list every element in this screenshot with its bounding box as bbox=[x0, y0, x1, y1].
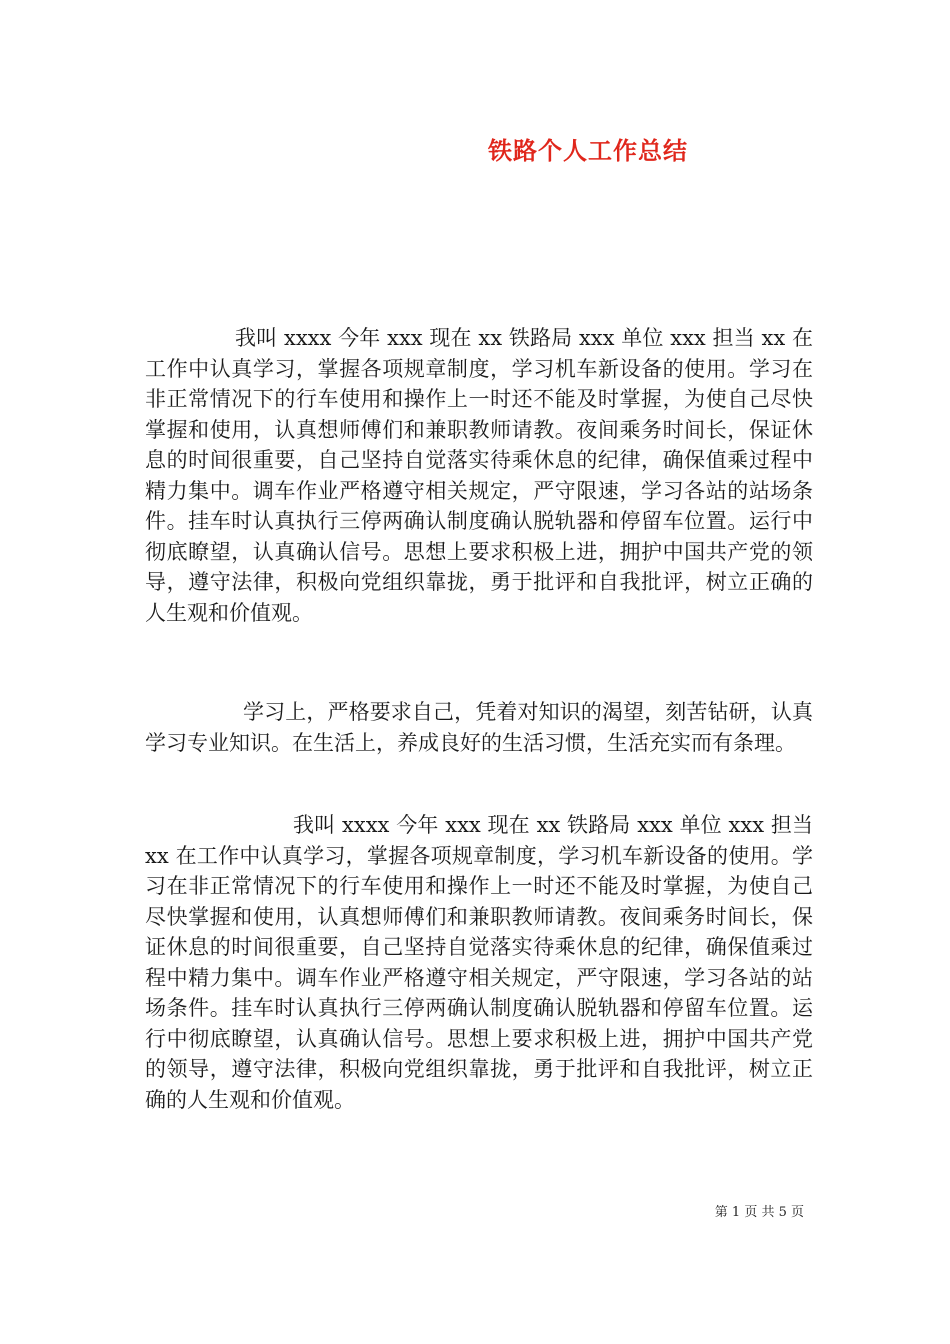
paragraph-3: 我叫 xxxx 今年 xxx 现在 xx 铁路局 xxx 单位 xxx 担当 xx 在工作中认真学习，掌握各项规章制度，学习机车新设备的使用。学习在非正常情况下的行车使用和操作上一时还不能及时掌握，为使自己尽快掌握和使用，认真想师傅们和兼职教师请教。夜间乘务时间长，保证休息的时间很重要，自己坚持自觉落实待乘休息的纪律，确保值乘过程中精力集中。调车作业严格遵守相关规定，严守限速，学习各站的站场条件。挂车时认真执行三停两确认制度确认脱轨器和停留车位置。运行中彻底瞭望，认真确认信号。思想上要求积极上进，拥护中国共产党的领导，遵守法律，积极向党组织靠拢，勇于批评和自我批评，树立正确的人生观和价值观。 bbox=[145, 813, 813, 1112]
paragraph-2: 学习上，严格要求自己，凭着对知识的渴望，刻苦钻研，认真学习专业知识。在生活上，养成良好的生活习惯，生活充实而有条理。 bbox=[145, 700, 813, 755]
page-title: 铁路个人工作总结 bbox=[488, 136, 688, 165]
paragraph-1: 我叫 xxxx 今年 xxx 现在 xx 铁路局 xxx 单位 xxx 担当 xx 在工作中认真学习，掌握各项规章制度，学习机车新设备的使用。学习在非正常情况下的行车使用和操作上一时还不能及时掌握，为使自己尽快掌握和使用，认真想师傅们和兼职教师请教。夜间乘务时间长，保证休息的时间很重要，自己坚持自觉落实待乘休息的纪律，确保值乘过程中精力集中。调车作业严格遵守相关规定，严守限速，学习各站的站场条件。挂车时认真执行三停两确认制度确认脱轨器和停留车位置。运行中彻底瞭望，认真确认信号。思想上要求积极上进，拥护中国共产党的领导，遵守法律，积极向党组织靠拢，勇于批评和自我批评，树立正确的人生观和价值观。 bbox=[145, 326, 813, 625]
page-number-footer: 第 1 页 共 5 页 bbox=[714, 1205, 804, 1220]
